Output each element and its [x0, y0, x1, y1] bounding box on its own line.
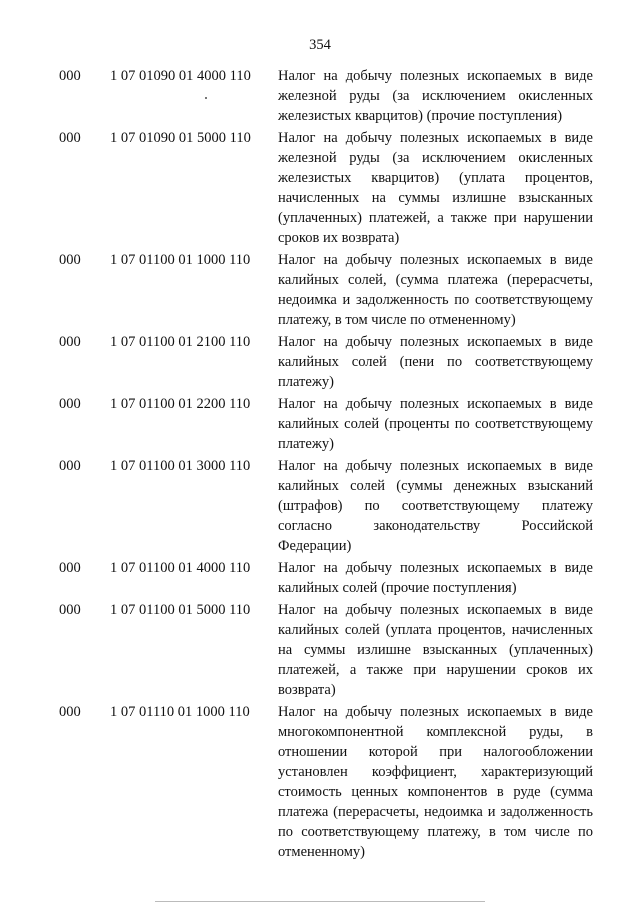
- budget-classification-code: 1 07 01100 01 4000 110: [110, 560, 251, 576]
- revenue-description: Налог на добычу полезных ископаемых в виде железной руды (за исключением окисленных железистых кварцитов) (уплата процентов, начисленных на суммы излишне взысканных (уплаченных) платежей, а также при нарушении сроков их возврата): [278, 130, 593, 246]
- admin-code: 000: [59, 334, 81, 350]
- table-row: [0, 332, 640, 392]
- table-row: [0, 66, 640, 126]
- budget-classification-code: 1 07 01090 01 4000 110: [110, 68, 251, 84]
- table-row: [0, 702, 640, 862]
- revenue-description: Налог на добычу полезных ископаемых в виде железной руды (за исключением окисленных железистых кварцитов) (прочие поступления): [278, 68, 593, 124]
- admin-code: 000: [59, 130, 81, 146]
- revenue-description: Налог на добычу полезных ископаемых в виде калийных солей, (сумма платежа (перерасчеты, недоимка и задолженность по соответствующему платежу, в том числе по отмененному): [278, 252, 593, 328]
- revenue-description: Налог на добычу полезных ископаемых в виде калийных солей (уплата процентов, начисленных на суммы излишне взысканных (уплаченных) платежей, а также при нарушении сроков их возврата): [278, 602, 593, 698]
- scan-edge-line: [155, 901, 485, 902]
- admin-code: 000: [59, 396, 81, 412]
- admin-code: 000: [59, 458, 81, 474]
- table-row: [0, 128, 640, 248]
- table-row: [0, 456, 640, 556]
- admin-code: 000: [59, 704, 81, 720]
- budget-classification-code: 1 07 01100 01 2100 110: [110, 334, 251, 350]
- budget-classification-code: 1 07 01100 01 5000 110: [110, 602, 251, 618]
- revenue-description: Налог на добычу полезных ископаемых в виде калийных солей (проценты по соответствующему платежу): [278, 396, 593, 452]
- table-row: [0, 394, 640, 454]
- budget-classification-code: 1 07 01100 01 1000 110: [110, 252, 251, 268]
- budget-classification-code: 1 07 01110 01 1000 110: [110, 704, 250, 720]
- admin-code: 000: [59, 252, 81, 268]
- table-row: [0, 558, 640, 598]
- admin-code: 000: [59, 560, 81, 576]
- page-number: 354: [309, 37, 331, 53]
- scan-speck: [205, 97, 207, 99]
- table-row: [0, 250, 640, 330]
- revenue-description: Налог на добычу полезных ископаемых в виде многокомпонентной комплексной руды, в отношении которой при налогообложении установлен коэффициент, характеризующий стоимость ценных компонентов в руде (сумма платежа (перерасчеты, недоимка и задолженность по соответствующему платежу, в том числе по отмененному): [278, 704, 593, 860]
- budget-code-list: [0, 66, 640, 864]
- budget-classification-code: 1 07 01100 01 3000 110: [110, 458, 251, 474]
- admin-code: 000: [59, 68, 81, 84]
- budget-classification-code: 1 07 01100 01 2200 110: [110, 396, 251, 412]
- table-row: [0, 600, 640, 700]
- revenue-description: Налог на добычу полезных ископаемых в виде калийных солей (суммы денежных взысканий (штрафов) по соответствующему платежу согласно законодательству Российской Федерации): [278, 458, 593, 554]
- revenue-description: Налог на добычу полезных ископаемых в виде калийных солей (прочие поступления): [278, 560, 593, 596]
- budget-classification-code: 1 07 01090 01 5000 110: [110, 130, 251, 146]
- admin-code: 000: [59, 602, 81, 618]
- revenue-description: Налог на добычу полезных ископаемых в виде калийных солей (пени по соответствующему платежу): [278, 334, 593, 390]
